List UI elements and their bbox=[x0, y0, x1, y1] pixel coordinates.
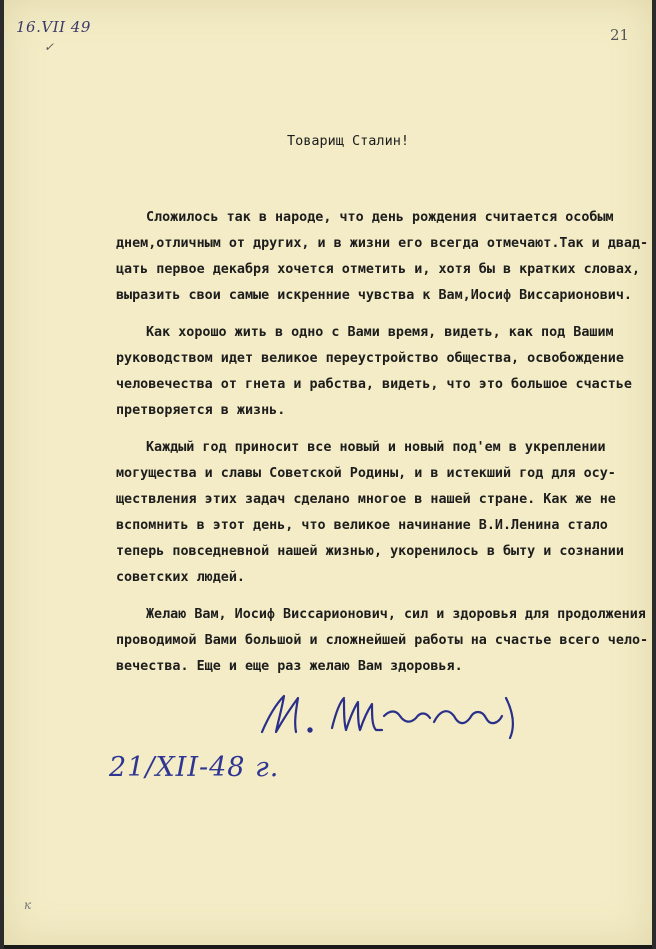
letter-line: советских людей. bbox=[116, 570, 245, 585]
letter-salutation: Товарищ Сталин! bbox=[287, 133, 409, 149]
archive-date-mark: 16.VII 49 bbox=[16, 18, 91, 36]
letter-line: вспомнить в этот день, что великое начинание В.И.Ленина стало bbox=[116, 518, 608, 533]
scan-edge-right bbox=[652, 0, 656, 949]
letter-line: претворяется в жизнь. bbox=[116, 403, 286, 418]
page-number: 21 bbox=[610, 26, 630, 44]
letter-line: вечества. Еще и еще раз желаю Вам здоровья. bbox=[116, 659, 463, 674]
letter-line: цать первое декабря хочется отметить и, хотя бы в кратких словах, bbox=[116, 262, 641, 277]
letter-paragraph bbox=[116, 205, 649, 309]
handwritten-signature bbox=[254, 688, 534, 742]
letter-line: Каждый год приносит все новый и новый под'ем в укреплении bbox=[146, 440, 606, 455]
letter-paragraph bbox=[116, 320, 646, 424]
letter-line: теперь повседневной нашей жизнью, укоренилось в быту и сознании bbox=[116, 544, 624, 559]
letter-line: Сложилось так в народе, что день рождения считается особым bbox=[146, 210, 614, 225]
letter-line: человечества от гнета и рабства, видеть, что это большое счастье bbox=[116, 377, 632, 392]
letter-paragraph bbox=[116, 602, 649, 680]
handwritten-date: 21/XII-48 г. bbox=[109, 752, 280, 783]
letter-line: проводимой Вами большой и сложнейшей работы на счастье всего чело- bbox=[116, 633, 649, 648]
letter-line: днем,отличным от других, и в жизни его всегда отмечают.Так и двад- bbox=[116, 236, 649, 251]
letter-line: Как хорошо жить в одно с Вами время, видеть, как под Вашим bbox=[146, 325, 614, 340]
signature-icon bbox=[254, 688, 534, 742]
letter-paragraph bbox=[116, 435, 646, 591]
letter-page bbox=[4, 0, 652, 945]
letter-line: ществления этих задач сделано многое в нашей стране. Как же не bbox=[116, 492, 616, 507]
check-mark-icon: ✓ bbox=[44, 40, 55, 54]
letter-line: Желаю Вам, Иосиф Виссарионович, сил и здоровья для продолжения bbox=[146, 607, 646, 622]
letter-line: могущества и славы Советской Родины, и в истекший год для осу- bbox=[116, 466, 616, 481]
letter-line: руководством идет великое переустройство общества, освобождение bbox=[116, 351, 624, 366]
bottom-pencil-mark: к bbox=[24, 898, 32, 912]
letter-body bbox=[116, 205, 649, 691]
letter-line: выразить свои самые искренние чувства к Вам,Иосиф Виссарионович. bbox=[116, 288, 632, 303]
